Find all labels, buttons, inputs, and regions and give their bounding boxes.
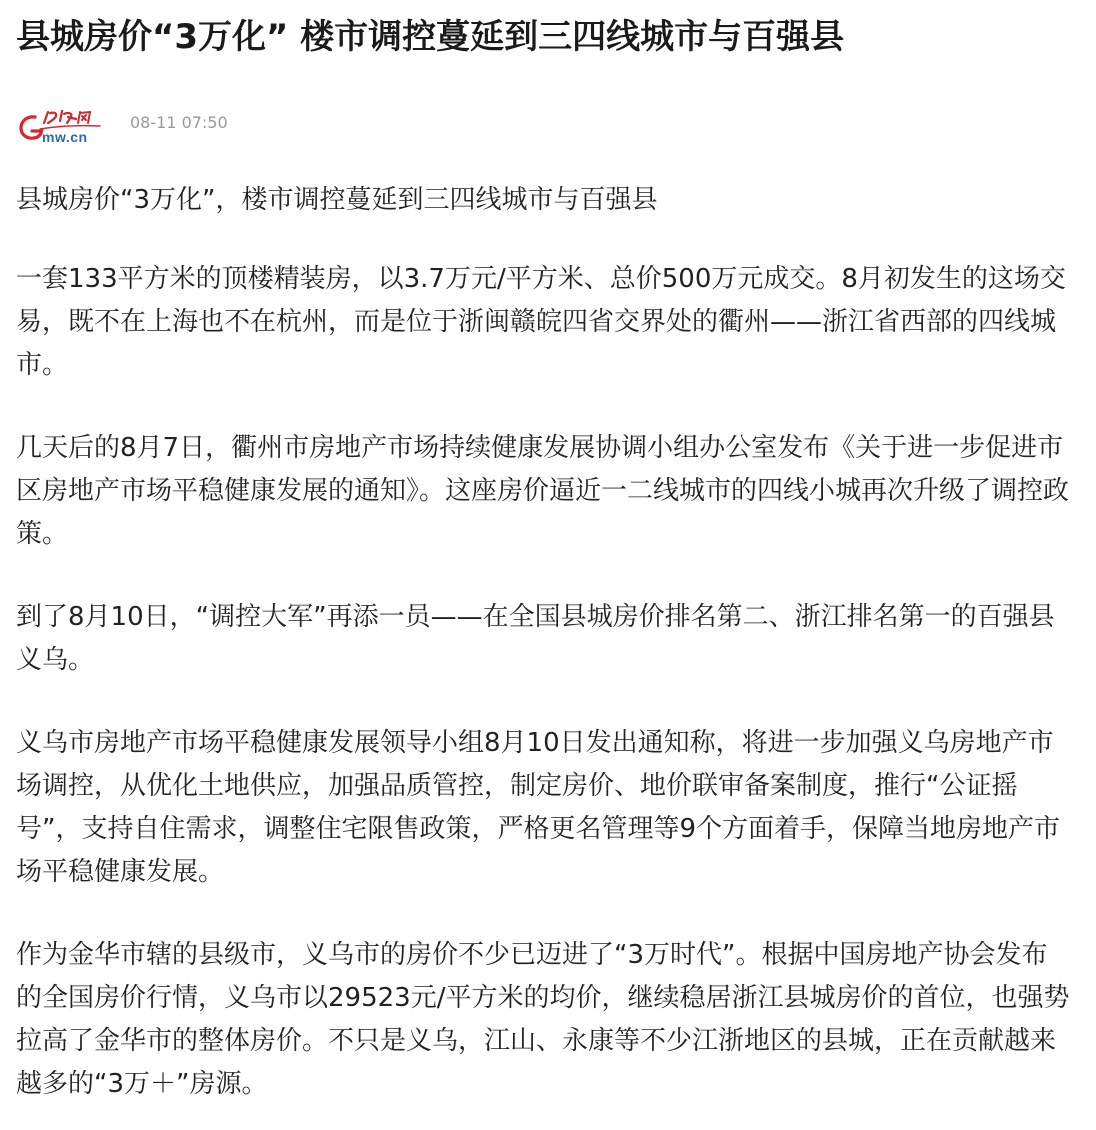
article-meta xyxy=(16,107,1072,147)
gmw-logo[interactable] xyxy=(18,107,116,147)
gmw-logo-icon xyxy=(18,107,116,147)
paragraph: 一套133平方米的顶楼精装房，以3.7万元/平方米、总价500万元成交。8月初发生的这场交易，既不在上海也不在杭州，而是位于浙闽赣皖四省交界处的衢州——浙江省西部的四线城市。 xyxy=(16,264,1066,380)
paragraph: 县城房价“3万化”，楼市调控蔓延到三四线城市与百强县 xyxy=(16,185,658,215)
paragraph: 到了8月10日，“调控大军”再添一员——在全国县城房价排名第二、浙江排名第一的百强县义乌。 xyxy=(16,602,1055,675)
paragraph: 作为金华市辖的县级市，义乌市的房价不少已迈进了“3万时代”。根据中国房地产协会发布的全国房价行情，义乌市以29523元/平方米的均价，继续稳居浙江县城房价的首位，也强势拉高了金华市的整体房价。不只是义乌，江山、永康等不少江浙地区的县城，正在贡献越来越多的“3万＋”房源。 xyxy=(16,940,1070,1099)
paragraph: 义乌市房地产市场平稳健康发展领导小组8月10日发出通知称，将进一步加强义乌房地产市场调控，从优化土地供应，加强品质管控，制定房价、地价联审备案制度，推行“公证摇号”，支持自住需求，调整住宅限售政策，严格更名管理等9个方面着手，保障当地房地产市场平稳健康发展。 xyxy=(16,728,1061,887)
publish-time: 08-11 07:50 xyxy=(130,113,228,132)
paragraph: 几天后的8月7日，衢州市房地产市场持续健康发展协调小组办公室发布《关于进一步促进市区房地产市场平稳健康发展的通知》。这座房价逼近一二线城市的四线小城再次升级了调控政策。 xyxy=(16,433,1070,549)
article-title: 县城房价“3万化” 楼市调控蔓延到三四线城市与百强县 xyxy=(16,17,845,57)
svg-text:mw.cn: mw.cn xyxy=(42,129,88,145)
article-body xyxy=(16,179,1072,1106)
